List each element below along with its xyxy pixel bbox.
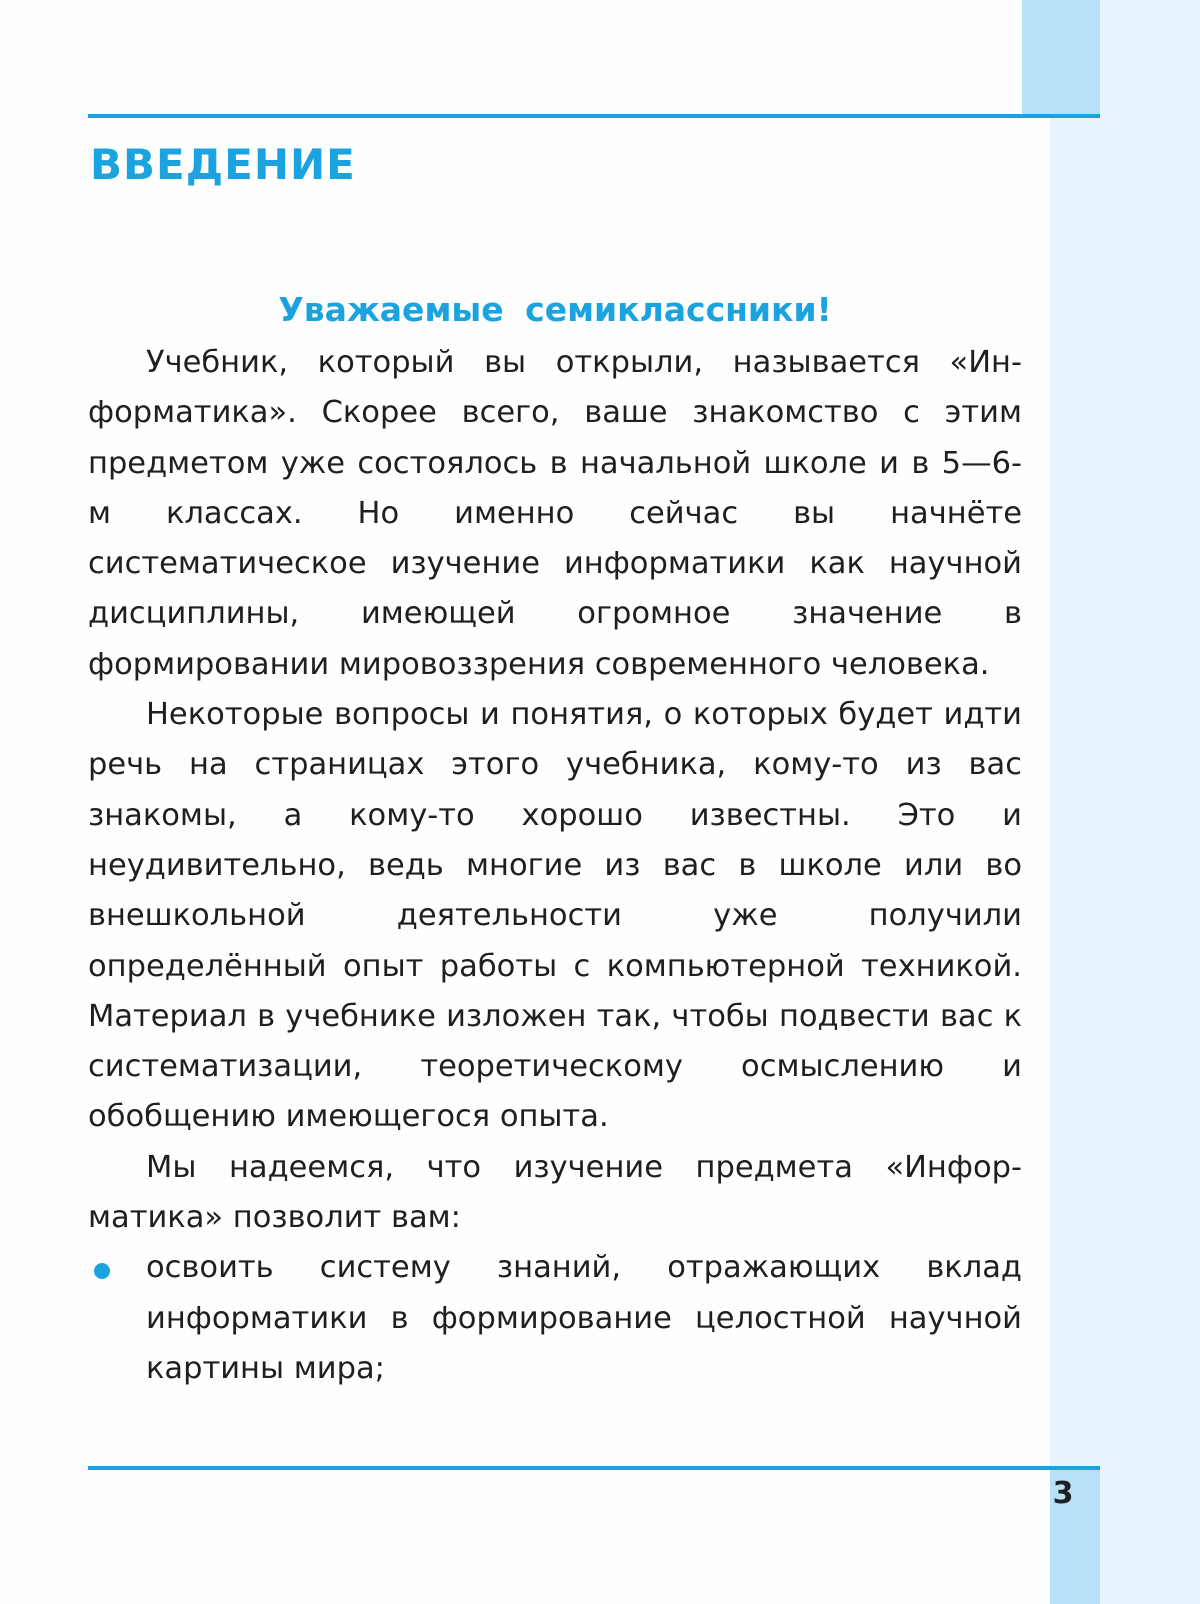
page-margin-strip [1050,0,1200,1604]
page-number: 3 [1052,1476,1074,1511]
paragraph: Мы надеемся, что изучение предмета «Информатика» позволит вам: [88,1149,1022,1236]
bullet-dot-icon [94,1263,110,1279]
list-item [88,1243,1022,1394]
top-rule [88,114,1100,118]
body-text [88,338,1022,1394]
page-margin-tab-top [1022,0,1100,117]
bottom-rule [88,1466,1100,1470]
greeting-heading: Уважаемые семиклассники! [278,290,832,329]
goals-list [88,1243,1022,1394]
paragraph: Некоторые вопросы и понятия, о которых будет идти речь на страницах этого учебника, кому-то из вас знакомы, а кому-то хорошо известны. Это и неудивительно, ведь многие из вас в школе или во внешкольной деятельности уже получили определённый опыт работы с компьютерной техникой. Материал в учебнике изложен так, чтобы подвести вас к систематизации, теоретическому осмыслению и обобщению имеющегося опыта. [88,697,1022,1135]
list-item-text: освоить систему знаний, отражающих вклад информатики в формирование целостной научной картины мира; [146,1250,1022,1386]
paragraph: Учебник, который вы открыли, называется «Информатика». Скорее всего, ваше знакомство с этим предметом уже состоялось в начальной школе и в 5—6-м классах. Но именно сейчас вы начнёте систематическое изучение информатики как научной дисциплины, имеющей огромное значение в формировании мировоззрения современного человека. [88,345,1022,682]
chapter-title: ВВЕДЕНИЕ [90,140,356,189]
